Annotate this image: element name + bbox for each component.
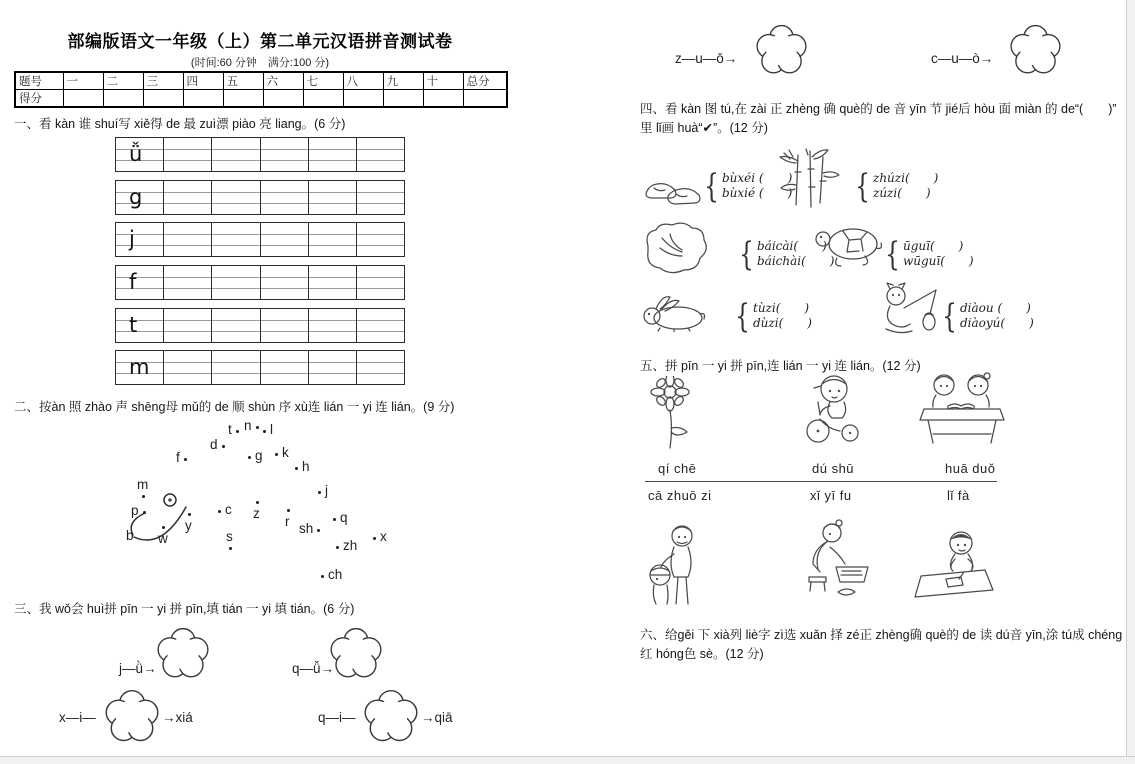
score-cell: 得分 — [15, 90, 63, 108]
washing-clothes-image — [780, 519, 875, 601]
section2-heading: 二、按àn 照 zhào 声 shēng母 mǔ的 de 顺 shùn 序 xù连 lián 一 yi 连 lián。(9 分) — [14, 400, 455, 414]
score-cell: 题号 — [15, 72, 63, 90]
grid-cell — [357, 351, 404, 384]
score-cell — [263, 90, 303, 108]
grid-cell — [357, 309, 404, 342]
score-cell: 总分 — [463, 72, 507, 90]
pinyin-writing-grid — [115, 350, 405, 385]
option-group-bamboo — [852, 166, 939, 205]
example-connect-curves — [100, 480, 220, 560]
cabbage-image — [640, 218, 710, 282]
pinyin-option: dùzi( ) — [753, 316, 812, 330]
option-group-rabbit — [732, 296, 812, 335]
answer-flower — [1007, 24, 1064, 77]
paper-title: 部编版语文一年级（上）第二单元汉语拼音测试卷 — [67, 32, 453, 51]
grid-cell — [164, 266, 212, 299]
answer-flower — [154, 627, 212, 681]
section1-heading: 一、看 kàn 谁 shuí写 xiě得 de 最 zuì漂 piào 亮 liang。(6 分) — [14, 117, 346, 131]
scatter-letter-ch: ch — [321, 568, 342, 582]
scatter-letter-g: g — [248, 449, 263, 463]
turtle-image — [813, 220, 883, 270]
grid-cell — [212, 266, 260, 299]
scatter-letter-p: p — [131, 504, 146, 518]
barber-haircut-image — [646, 522, 706, 608]
answer-flower — [753, 24, 810, 77]
brace: { — [739, 234, 754, 273]
pinyin-writing-grid — [115, 137, 405, 172]
score-cell: 八 — [343, 72, 383, 90]
pinyin-option: bùxéi ( ) — [722, 171, 793, 185]
scatter-letter-f: f — [176, 451, 187, 465]
grid-cell — [164, 351, 212, 384]
score-cell: 二 — [103, 72, 143, 90]
scatter-letter-s: s — [226, 530, 233, 544]
grid-cell — [261, 138, 309, 171]
spell-label-q-u: q—ǚ→ — [292, 661, 335, 676]
word-qi-che: qí chē — [658, 461, 697, 476]
answer-flower — [361, 689, 421, 745]
grid-cell — [261, 181, 309, 214]
answer-flower — [327, 627, 385, 681]
scatter-letter-d: d — [210, 438, 225, 452]
grid-cell — [212, 138, 260, 171]
score-cell: 一 — [63, 72, 103, 90]
grid-cell — [309, 351, 357, 384]
scatter-letter-b: b — [126, 528, 134, 543]
cloth-shoes-image — [641, 167, 703, 207]
grid-cell: f — [116, 266, 164, 299]
grid-cell — [164, 138, 212, 171]
score-cell: 三 — [143, 72, 183, 90]
word-divider-line — [645, 481, 997, 482]
grid-cell — [309, 138, 357, 171]
grid-cell — [261, 351, 309, 384]
scatter-letter-w: w — [158, 532, 168, 546]
child-writing-image — [913, 528, 998, 603]
score-cell: 五 — [223, 72, 263, 90]
page-bottom-edge — [0, 756, 1135, 764]
scatter-letter-y: y — [185, 519, 192, 533]
grid-cell — [357, 138, 404, 171]
paper-subtitle: (时间:60 分钟 满分:100 分) — [190, 57, 330, 69]
score-cell: 十 — [423, 72, 463, 90]
brace: { — [885, 234, 900, 273]
pinyin-option: báicài( ) — [757, 239, 827, 253]
grid-cell — [261, 223, 309, 256]
grid-cell: ǚ — [116, 138, 164, 171]
word-xi-yi-fu: xǐ yī fu — [810, 488, 852, 503]
grid-cell — [309, 309, 357, 342]
grid-cell — [212, 351, 260, 384]
pinyin-writing-grid — [115, 308, 405, 343]
grid-cell — [357, 223, 404, 256]
score-cell — [343, 90, 383, 108]
score-cell — [103, 90, 143, 108]
scatter-letter-c: c — [218, 503, 232, 517]
score-cell — [183, 90, 223, 108]
grid-cell: g — [116, 181, 164, 214]
bamboo-image — [768, 147, 848, 211]
page-right-edge — [1126, 0, 1135, 764]
spell-label-z-u-o: z—u—ǒ→ — [675, 51, 738, 66]
grid-cell — [261, 309, 309, 342]
section6-heading-line1: 六、给gěi 下 xià列 liè字 zì选 xuǎn 择 zé正 zhèng确 què的 de 读 dú音 yīn,涂 tú成 chéng — [640, 628, 1123, 642]
word-du-shu: dú shū — [812, 461, 855, 476]
brace: { — [704, 166, 719, 205]
spell-label-j-u: j—ǜ→ — [119, 661, 157, 676]
grid-cell — [261, 266, 309, 299]
score-cell — [463, 90, 507, 108]
score-cell — [63, 90, 103, 108]
daisy-flower-image — [644, 376, 698, 450]
pinyin-option: bùxié ( ) — [722, 186, 793, 200]
grid-cell — [357, 181, 404, 214]
score-cell — [303, 90, 343, 108]
score-value-row — [15, 90, 507, 108]
pinyin-option: zhúzi( ) — [873, 171, 939, 185]
scatter-letter-n: n — [244, 419, 259, 433]
grid-cell: j — [116, 223, 164, 256]
scatter-letter-x: x — [373, 530, 387, 544]
score-header-row — [15, 72, 507, 90]
section6-heading-line2: 红 hóng色 sè。(12 分) — [640, 647, 764, 661]
pinyin-option: zúzi( ) — [873, 186, 931, 200]
scatter-letter-t: t — [228, 423, 239, 437]
scatter-letter-k: k — [275, 446, 289, 460]
grid-cell: m — [116, 351, 164, 384]
pinyin-writing-grid — [115, 265, 405, 300]
spell-label-c-u-o: c—u—ò→ — [931, 51, 994, 66]
spell-label-x-i: x—i— — [59, 710, 96, 725]
scatter-letter-r: r — [285, 515, 290, 529]
grid-cell — [309, 223, 357, 256]
boy-on-tricycle-image — [796, 371, 868, 448]
grid-cell — [357, 266, 404, 299]
scatter-letter-l: l — [263, 423, 273, 437]
pinyin-option: diàou ( ) — [960, 301, 1031, 315]
spell-label-q-i: q—i— — [318, 710, 356, 725]
grid-cell — [309, 181, 357, 214]
grid-cell — [212, 181, 260, 214]
scatter-letter-zh: zh — [336, 539, 357, 553]
scatter-letter-sh: sh — [299, 522, 320, 536]
scatter-letter-h: h — [295, 460, 310, 474]
score-cell: 九 — [383, 72, 423, 90]
brace: { — [735, 296, 750, 335]
rabbit-image — [640, 290, 708, 332]
word-hua-duo: huā duǒ — [945, 461, 996, 476]
scatter-letter-z: z — [253, 507, 260, 521]
grid-cell — [164, 181, 212, 214]
option-group-fishing — [939, 296, 1034, 335]
grid-cell — [309, 266, 357, 299]
section4-heading-line2: 里 lǐ画 huà“✔”。(12 分) — [640, 121, 768, 135]
score-table — [14, 71, 508, 108]
score-cell — [423, 90, 463, 108]
word-ca-zhuo-zi: cā zhuō zi — [648, 488, 712, 503]
pinyin-option: báichài( ) — [757, 254, 835, 268]
grid-cell — [212, 223, 260, 256]
score-cell — [223, 90, 263, 108]
scatter-letter-q: q — [333, 511, 348, 525]
section4-heading-line1: 四、看 kàn 图 tú,在 zài 正 zhèng 确 què的 de 音 yīn 节 jié后 hòu 面 miàn 的 de“( )” — [640, 102, 1117, 116]
scatter-letter-j: j — [318, 484, 328, 498]
grid-cell — [164, 223, 212, 256]
pinyin-writing-grid — [115, 222, 405, 257]
word-li-fa: lǐ fà — [947, 488, 970, 503]
answer-flower — [102, 689, 162, 745]
pinyin-writing-grid — [115, 180, 405, 215]
score-cell: 七 — [303, 72, 343, 90]
pinyin-option: wūguī( ) — [903, 254, 974, 268]
pinyin-option: ūguī( ) — [903, 239, 964, 253]
score-cell — [383, 90, 423, 108]
pinyin-option: diàoyú( ) — [960, 316, 1034, 330]
section5-heading: 五、拼 pīn 一 yi 拼 pīn,连 lián 一 yi 连 lián。(12 分) — [640, 359, 921, 373]
grid-cell — [164, 309, 212, 342]
score-cell — [143, 90, 183, 108]
brace: { — [855, 166, 870, 205]
score-cell: 四 — [183, 72, 223, 90]
spell-result-qia: →qiā — [421, 710, 453, 725]
spell-result-xia: →xiá — [162, 710, 193, 725]
grid-cell — [212, 309, 260, 342]
scatter-letter-m: m — [137, 478, 148, 492]
score-cell: 六 — [263, 72, 303, 90]
pinyin-option: tùzi( ) — [753, 301, 810, 315]
option-group-turtle — [882, 234, 974, 273]
section3-heading: 三、我 wǒ会 huì拼 pīn 一 yi 拼 pīn,填 tián 一 yi 填 tián。(6 分) — [14, 602, 355, 616]
cat-fishing-image — [880, 282, 944, 336]
brace: { — [942, 296, 957, 335]
kids-reading-at-desk-image — [916, 371, 1008, 448]
grid-cell: t — [116, 309, 164, 342]
